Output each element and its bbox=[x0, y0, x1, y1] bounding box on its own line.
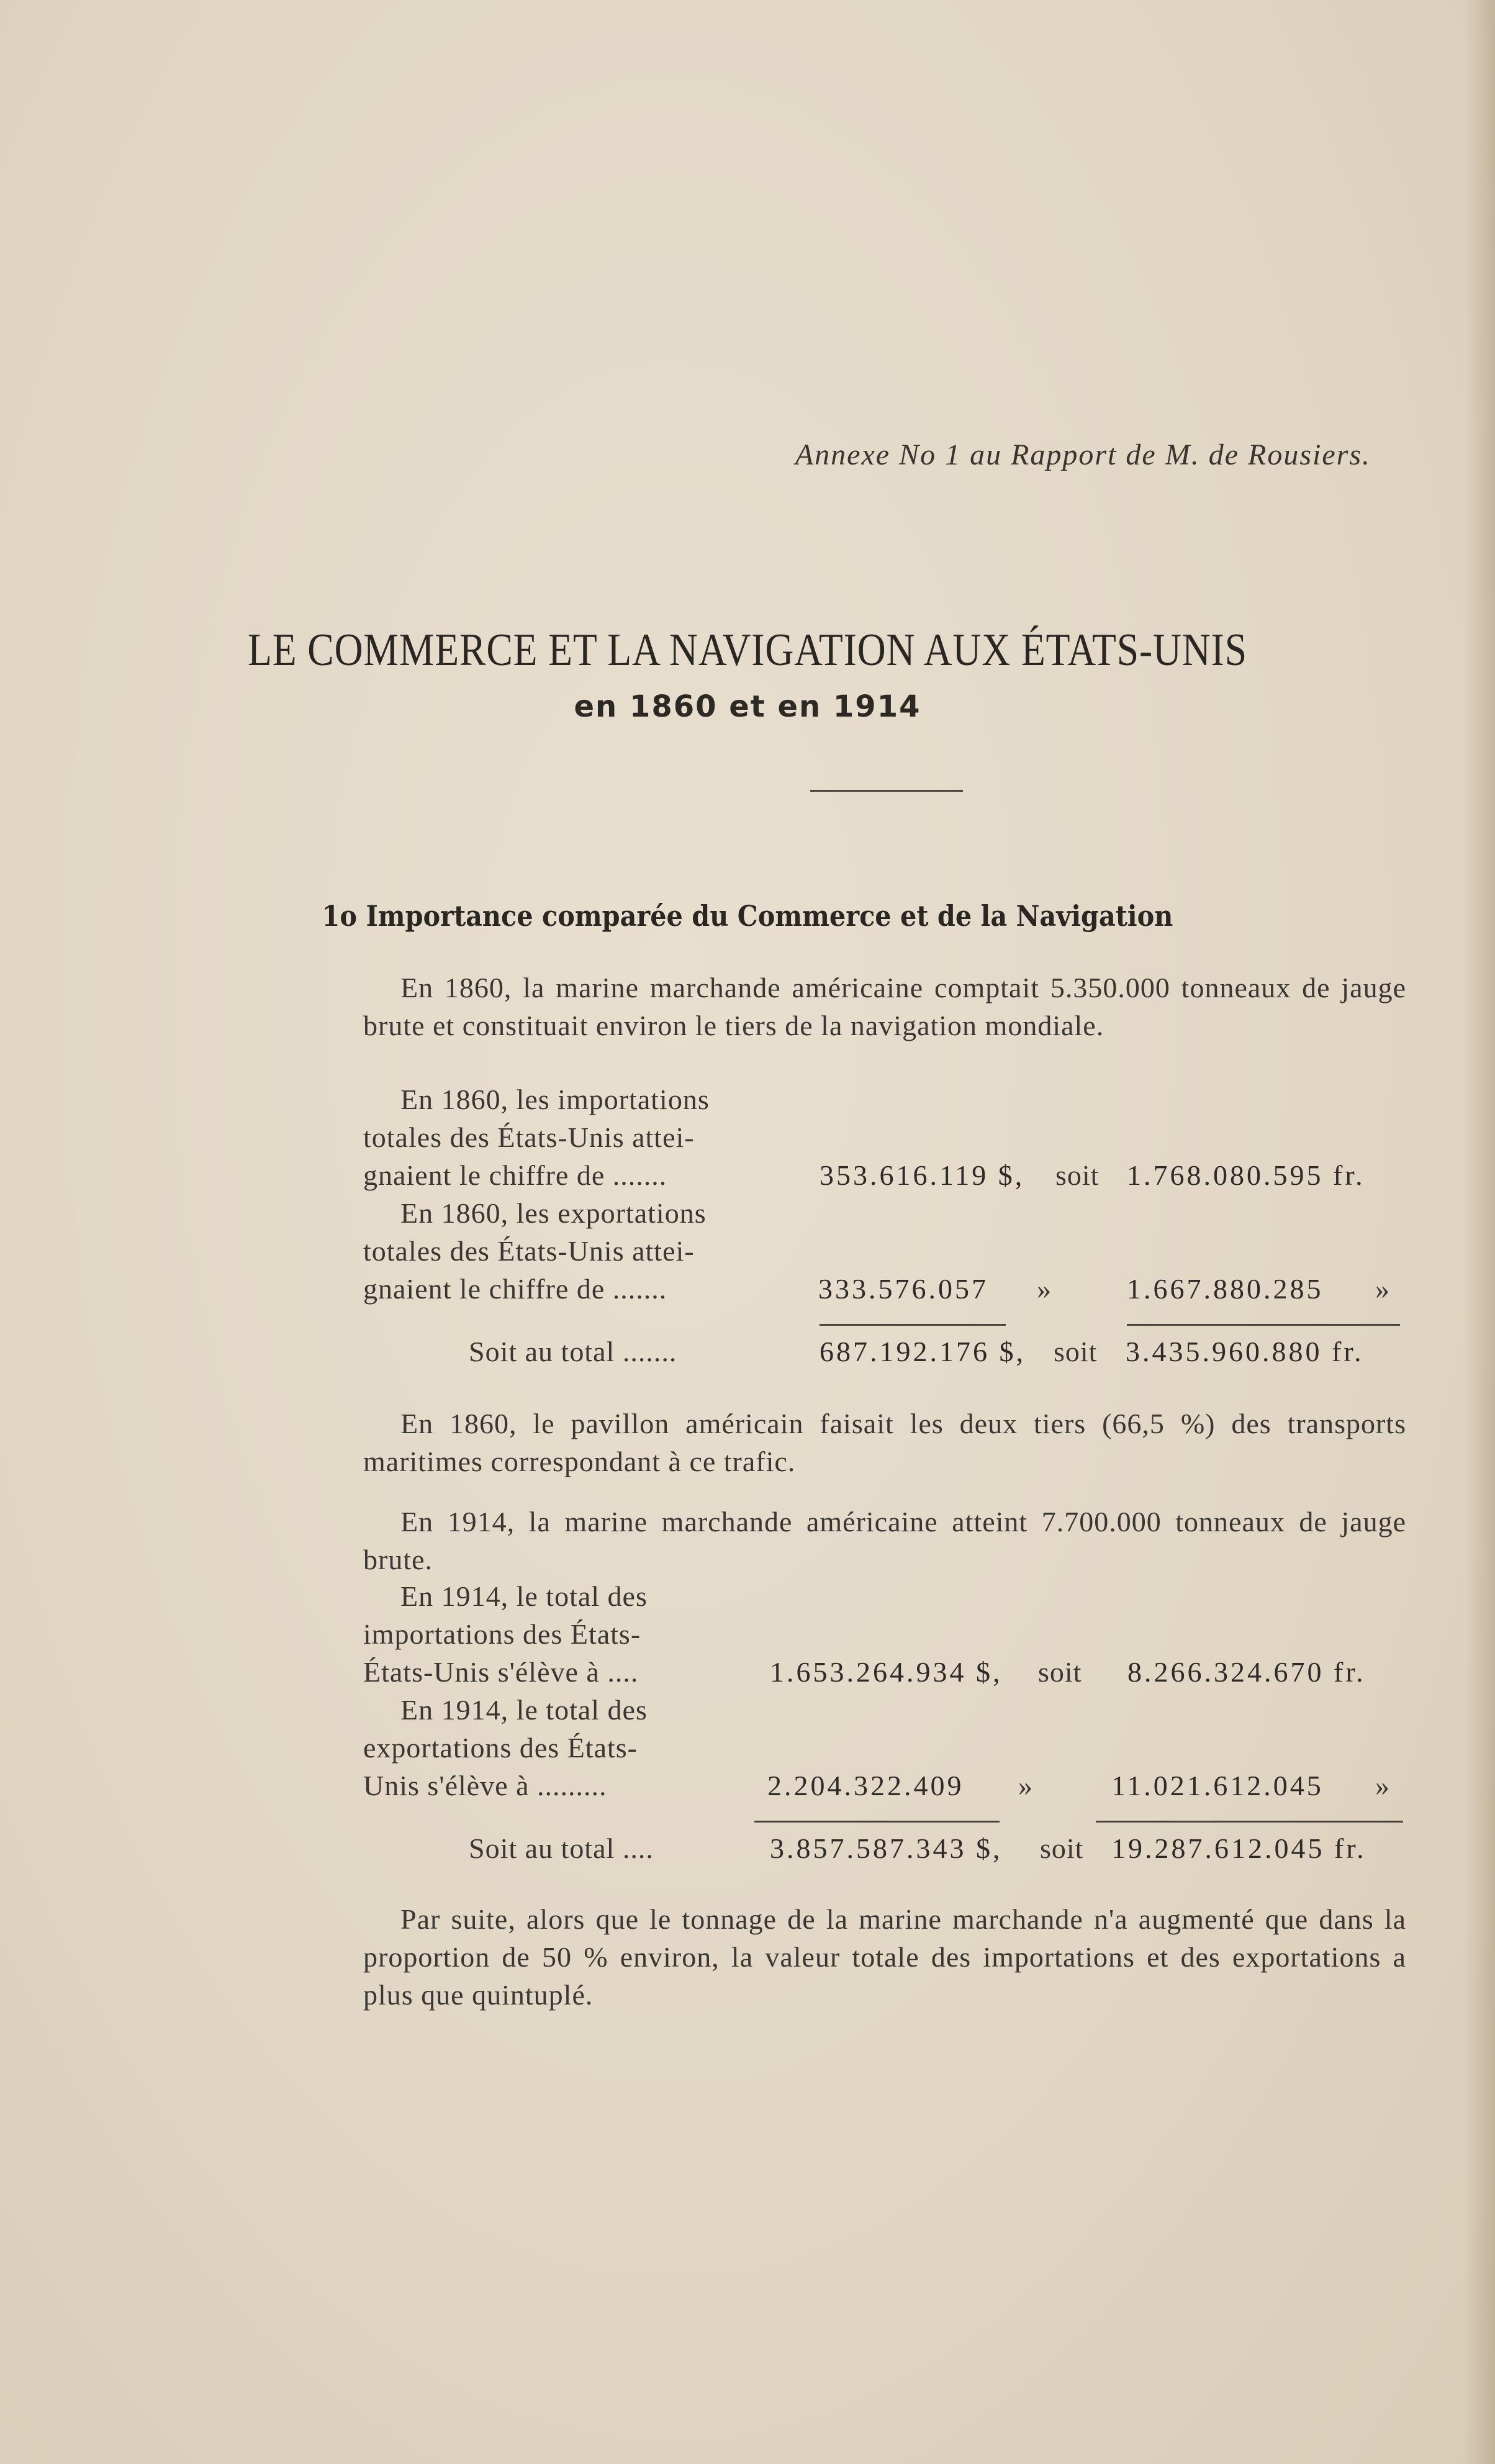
section-heading: 1o Importance comparée du Commerce et de la Navigation bbox=[322, 899, 1173, 933]
exports-1860-label-line1: En 1860, les exportations bbox=[400, 1197, 707, 1229]
annexe-header: Annexe No 1 au Rapport de M. de Rousiers. bbox=[795, 438, 1371, 471]
exports-1914-ditto: » bbox=[1018, 1770, 1033, 1801]
sum-rule-1914-usd bbox=[754, 1821, 1000, 1823]
imports-1914-label-line2: importations des États- bbox=[363, 1618, 641, 1650]
paragraph-1860-intro: En 1860, la marine marchande américaine comptait 5.350.000 tonneaux de jauge brute et constituait environ le tiers de la navigation mondiale. bbox=[363, 972, 1406, 1041]
imports-1914-label-line3: États-Unis s'élève à .... bbox=[363, 1656, 639, 1688]
paragraph-conclusion: Par suite, alors que le tonnage de la marine marchande n'a augmenté que dans la proportion de 50 % environ, la valeur totale des importations et des exportations a plus que quintuplé. bbox=[363, 1903, 1406, 2011]
sum-rule-1914-fr bbox=[1096, 1821, 1403, 1823]
exports-1914-fr-ditto: » bbox=[1375, 1770, 1390, 1801]
imports-1860-fr: 1.768.080.595 fr. bbox=[1127, 1159, 1365, 1191]
imports-1914-fr: 8.266.324.670 fr. bbox=[1127, 1656, 1366, 1688]
imports-1860-label-line3: gnaient le chiffre de ....... bbox=[363, 1159, 667, 1191]
exports-1860-label-line3: gnaient le chiffre de ....... bbox=[363, 1273, 667, 1305]
document-subtitle: en 1860 et en 1914 bbox=[574, 689, 921, 724]
imports-1914-usd: 1.653.264.934 $, bbox=[770, 1656, 1003, 1688]
imports-1914-label-line1: En 1914, le total des bbox=[400, 1580, 648, 1612]
exports-1860-ditto: » bbox=[1037, 1273, 1052, 1305]
imports-1860-soit: soit bbox=[1055, 1159, 1100, 1191]
exports-1860-label-line2: totales des États-Unis attei- bbox=[363, 1235, 695, 1267]
title-divider bbox=[810, 790, 963, 792]
sum-rule-1860-usd bbox=[820, 1324, 1006, 1326]
exports-1914-label-line3: Unis s'élève à ......... bbox=[363, 1770, 607, 1801]
exports-1860-fr-ditto: » bbox=[1375, 1273, 1390, 1305]
exports-1914-label-line1: En 1914, le total des bbox=[400, 1694, 648, 1726]
total-1860-label: Soit au total ....... bbox=[469, 1336, 677, 1367]
total-1914-label: Soit au total .... bbox=[469, 1832, 654, 1864]
document-title: LE COMMERCE ET LA NAVIGATION AUX ÉTATS-UNIS bbox=[248, 625, 1247, 676]
exports-1914-usd: 2.204.322.409 bbox=[767, 1770, 964, 1801]
imports-1860-label-line1: En 1860, les importations bbox=[400, 1084, 710, 1115]
exports-1914-label-line2: exportations des États- bbox=[363, 1732, 638, 1764]
page-edge-shadow bbox=[1464, 0, 1495, 2464]
total-1860-fr: 3.435.960.880 fr. bbox=[1126, 1336, 1364, 1367]
exports-1860-usd: 333.576.057 bbox=[818, 1273, 988, 1305]
total-1860-soit: soit bbox=[1054, 1336, 1098, 1367]
total-1914-fr: 19.287.612.045 fr. bbox=[1111, 1832, 1366, 1864]
total-1860-usd: 687.192.176 $, bbox=[820, 1336, 1026, 1367]
sum-rule-1860-fr bbox=[1127, 1324, 1400, 1326]
imports-1860-usd: 353.616.119 $, bbox=[820, 1159, 1025, 1191]
exports-1914-fr: 11.021.612.045 bbox=[1111, 1770, 1324, 1801]
paragraph-1914-intro: En 1914, la marine marchande américaine atteint 7.700.000 tonneaux de jauge brute. bbox=[363, 1506, 1406, 1575]
paragraph-1860-pavillon: En 1860, le pavillon américain faisait les deux tiers (66,5 %) des transports maritimes correspondant à ce trafic. bbox=[363, 1408, 1406, 1477]
total-1914-usd: 3.857.587.343 $, bbox=[770, 1832, 1003, 1864]
exports-1860-fr: 1.667.880.285 bbox=[1127, 1273, 1324, 1305]
imports-1914-soit: soit bbox=[1038, 1656, 1082, 1688]
imports-1860-label-line2: totales des États-Unis attei- bbox=[363, 1121, 695, 1153]
total-1914-soit: soit bbox=[1040, 1832, 1084, 1864]
